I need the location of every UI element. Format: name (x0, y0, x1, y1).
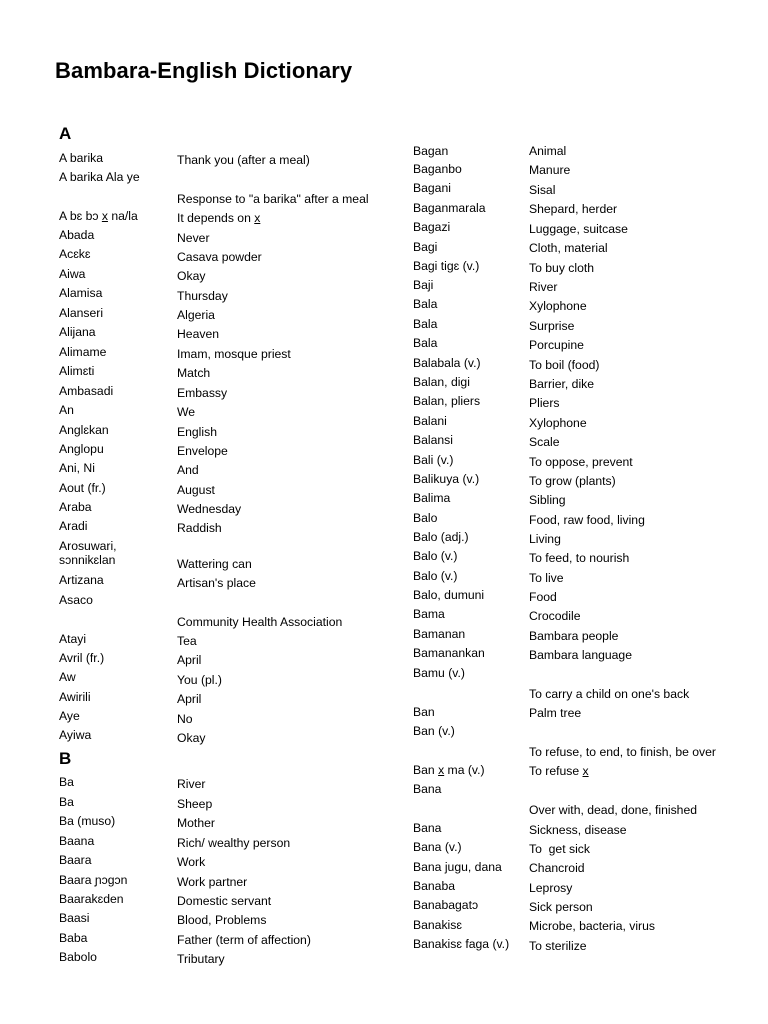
entry-term: Balan, pliers (413, 394, 481, 408)
entry-term: Balansi (413, 433, 453, 447)
entry-term: Balo (413, 511, 438, 525)
entry-term: Acɛkɛ (59, 247, 91, 261)
entry-definition: Palm tree (529, 706, 582, 720)
entry-definition: We (177, 405, 196, 419)
entry-definition: English (177, 425, 217, 439)
entry-definition: Food (529, 590, 557, 604)
entry-term: Abada (59, 228, 95, 242)
entry-term: Balima (413, 491, 451, 505)
entry-definition: To grow (plants) (529, 474, 616, 488)
entry-term: Aw (59, 670, 76, 684)
entry-term: Bamanankan (413, 646, 485, 660)
entry-definition: To refuse, to end, to finish, be over (529, 745, 716, 759)
entry-term: Banabagatɔ (413, 898, 479, 912)
entry-term: Balo, dumuni (413, 588, 485, 602)
entry-definition: Never (177, 231, 210, 245)
entry-definition: Leprosy (529, 881, 573, 895)
entry-definition: Cloth, material (529, 241, 608, 255)
entry-term: Balo (adj.) (413, 530, 469, 544)
entry-term: Balan, digi (413, 375, 470, 389)
entry-term: Ban x ma (v.) (413, 763, 485, 777)
entry-definition: To buy cloth (529, 261, 595, 275)
section-letter-b: B (59, 749, 72, 768)
entry-term: Avril (fr.) (59, 651, 105, 665)
entry-definition: Porcupine (529, 338, 584, 352)
entry-term: Baara ɲɔgɔn (59, 873, 128, 887)
entry-definition: Sisal (529, 183, 556, 197)
entry-term: Awirili (59, 690, 91, 704)
entry-definition: Barrier, dike (529, 377, 595, 391)
entry-definition: Algeria (177, 308, 215, 322)
entry-definition: Heaven (177, 327, 220, 341)
entry-definition: Okay (177, 269, 206, 283)
entry-term: Bagani (413, 181, 451, 195)
entry-definition: No (177, 712, 193, 726)
entry-definition: To carry a child on one's back (529, 687, 690, 701)
entry-term: Banakisɛ (413, 918, 462, 932)
entry-definition: Over with, dead, done, finished (529, 803, 698, 817)
entry-term: Bamu (v.) (413, 666, 465, 680)
entry-definition: Chancroid (529, 861, 585, 875)
entry-term: A bɛ bɔ x na/la (59, 209, 138, 223)
entry-term: Ba (59, 775, 74, 789)
entry-term: Bana (413, 782, 442, 796)
entry-term: Atayi (59, 632, 87, 646)
entry-term: Anglopu (59, 442, 104, 456)
entry-definition: Xylophone (529, 416, 587, 430)
entry-term: Baana (59, 834, 95, 848)
entry-term: Aye (59, 709, 80, 723)
entry-definition: Raddish (177, 521, 222, 535)
entry-definition: Luggage, suitcase (529, 222, 628, 236)
entry-definition: Crocodile (529, 609, 581, 623)
entry-definition: Response to "a barika" after a meal (177, 192, 369, 206)
entry-definition: April (177, 653, 202, 667)
entry-term: Artizana (59, 573, 104, 587)
entry-term: Aradi (59, 519, 88, 533)
entry-definition: Work partner (177, 875, 248, 889)
entry-definition: Tea (177, 634, 197, 648)
entry-term: Alamisa (59, 286, 103, 300)
entry-definition: Mother (177, 816, 215, 830)
entry-term: Baji (413, 278, 434, 292)
entry-term: Banakisɛ faga (v.) (413, 937, 510, 951)
entry-definition: Surprise (529, 319, 575, 333)
entry-definition: Envelope (177, 444, 228, 458)
entry-definition: August (177, 483, 215, 497)
entry-definition: You (pl.) (177, 673, 222, 687)
entry-definition: Pliers (529, 396, 560, 410)
entry-term: Alimɛti (59, 364, 95, 378)
entry-definition: Sickness, disease (529, 823, 627, 837)
entry-definition: To live (529, 571, 564, 585)
entry-term: Bala (413, 336, 438, 350)
entry-definition: Sheep (177, 797, 213, 811)
entry-term: Bama (413, 607, 445, 621)
entry-term: Ban (v.) (413, 724, 455, 738)
entry-term: Ba (59, 795, 74, 809)
entry-definition: Blood, Problems (177, 913, 267, 927)
entry-term: Babolo (59, 950, 97, 964)
entry-term: Baara (59, 853, 92, 867)
page-title: Bambara-English Dictionary (55, 58, 353, 83)
entry-definition: To get sick (529, 842, 590, 856)
entry-definition: April (177, 692, 202, 706)
entry-term: Asaco (59, 593, 93, 607)
entry-term: Banaba (413, 879, 456, 893)
entry-definition: Living (529, 532, 561, 546)
entry-term: Balani (413, 414, 447, 428)
entry-term: Alimame (59, 345, 107, 359)
entry-definition: And (177, 463, 199, 477)
entry-term: Ba (muso) (59, 814, 116, 828)
entry-term: Alijana (59, 325, 96, 339)
entry-definition: Scale (529, 435, 560, 449)
entry-definition: Artisan's place (177, 576, 256, 590)
entry-definition: Imam, mosque priest (177, 347, 291, 361)
entry-definition: Manure (529, 163, 571, 177)
entry-definition: Thank you (after a meal) (177, 153, 310, 167)
entry-definition: Community Health Association (177, 615, 343, 629)
entry-definition: Father (term of affection) (177, 933, 311, 947)
entry-term: Bana jugu, dana (413, 860, 502, 874)
entry-definition: Embassy (177, 386, 228, 400)
entry-definition: To oppose, prevent (529, 455, 633, 469)
entry-definition: River (177, 777, 206, 791)
entry-definition: Animal (529, 144, 567, 158)
entry-definition: Shepard, herder (529, 202, 618, 216)
entry-definition: To refuse x (529, 764, 589, 778)
entry-term: Bala (413, 317, 438, 331)
entry-definition: Sick person (529, 900, 593, 914)
entry-term: Balabala (v.) (413, 356, 481, 370)
entry-term: Baasi (59, 911, 90, 925)
entry-term: Bali (v.) (413, 453, 454, 467)
entry-definition: Casava powder (177, 250, 262, 264)
entry-definition: Match (177, 366, 211, 380)
entry-definition: To boil (food) (529, 358, 600, 372)
entry-term: Bana (413, 821, 442, 835)
entry-definition: Domestic servant (177, 894, 272, 908)
entry-definition: River (529, 280, 558, 294)
entry-term: Balo (v.) (413, 549, 458, 563)
entry-definition: Bambara language (529, 648, 632, 662)
entry-term: Baarakɛden (59, 892, 124, 906)
entry-term: Baganbo (413, 162, 462, 176)
entry-term: Arosuwari, sɔnnikɛlan (59, 539, 117, 567)
entry-term: Ambasadi (59, 384, 114, 398)
entry-definition: It depends on x (177, 211, 261, 225)
entry-term: Bagan (413, 144, 449, 158)
entry-term: Ayiwa (59, 728, 92, 742)
entry-definition: Tributary (177, 952, 225, 966)
entry-definition: Bambara people (529, 629, 619, 643)
entry-term: Ani, Ni (59, 461, 95, 475)
entry-term: Araba (59, 500, 92, 514)
entry-definition: Okay (177, 731, 206, 745)
entry-term: Bagazi (413, 220, 451, 234)
entry-term: Balo (v.) (413, 569, 458, 583)
entry-definition: Thursday (177, 289, 228, 303)
entry-definition: Work (177, 855, 206, 869)
entry-term: Aout (fr.) (59, 481, 106, 495)
entry-term: Bamanan (413, 627, 466, 641)
entry-definition: Xylophone (529, 299, 587, 313)
entry-term: A barika (59, 151, 104, 165)
entry-definition: Wednesday (177, 502, 242, 516)
entry-term: Bana (v.) (413, 840, 462, 854)
entry-term: Balikuya (v.) (413, 472, 480, 486)
entry-definition: Food, raw food, living (529, 513, 645, 527)
entry-term: Bala (413, 297, 438, 311)
section-letter-a: A (59, 124, 72, 143)
entry-definition: Sibling (529, 493, 566, 507)
entry-term: Ban (413, 705, 435, 719)
entry-term: An (59, 403, 74, 417)
entry-definition: Microbe, bacteria, virus (529, 919, 655, 933)
entry-definition: Wattering can (177, 557, 252, 571)
entry-definition: Rich/ wealthy person (177, 836, 291, 850)
entry-term: Anglɛkan (59, 423, 109, 437)
entry-term: Aiwa (59, 267, 86, 281)
entry-definition: To feed, to nourish (529, 551, 630, 565)
entry-term: Baganmarala (413, 201, 486, 215)
entry-term: Alanseri (59, 306, 104, 320)
entry-term: Bagi (413, 240, 438, 254)
entry-term: Baba (59, 931, 88, 945)
entry-term: A barika Ala ye (59, 170, 140, 184)
entry-term: Bagi tigɛ (v.) (413, 259, 480, 273)
entry-definition: To sterilize (529, 939, 587, 953)
